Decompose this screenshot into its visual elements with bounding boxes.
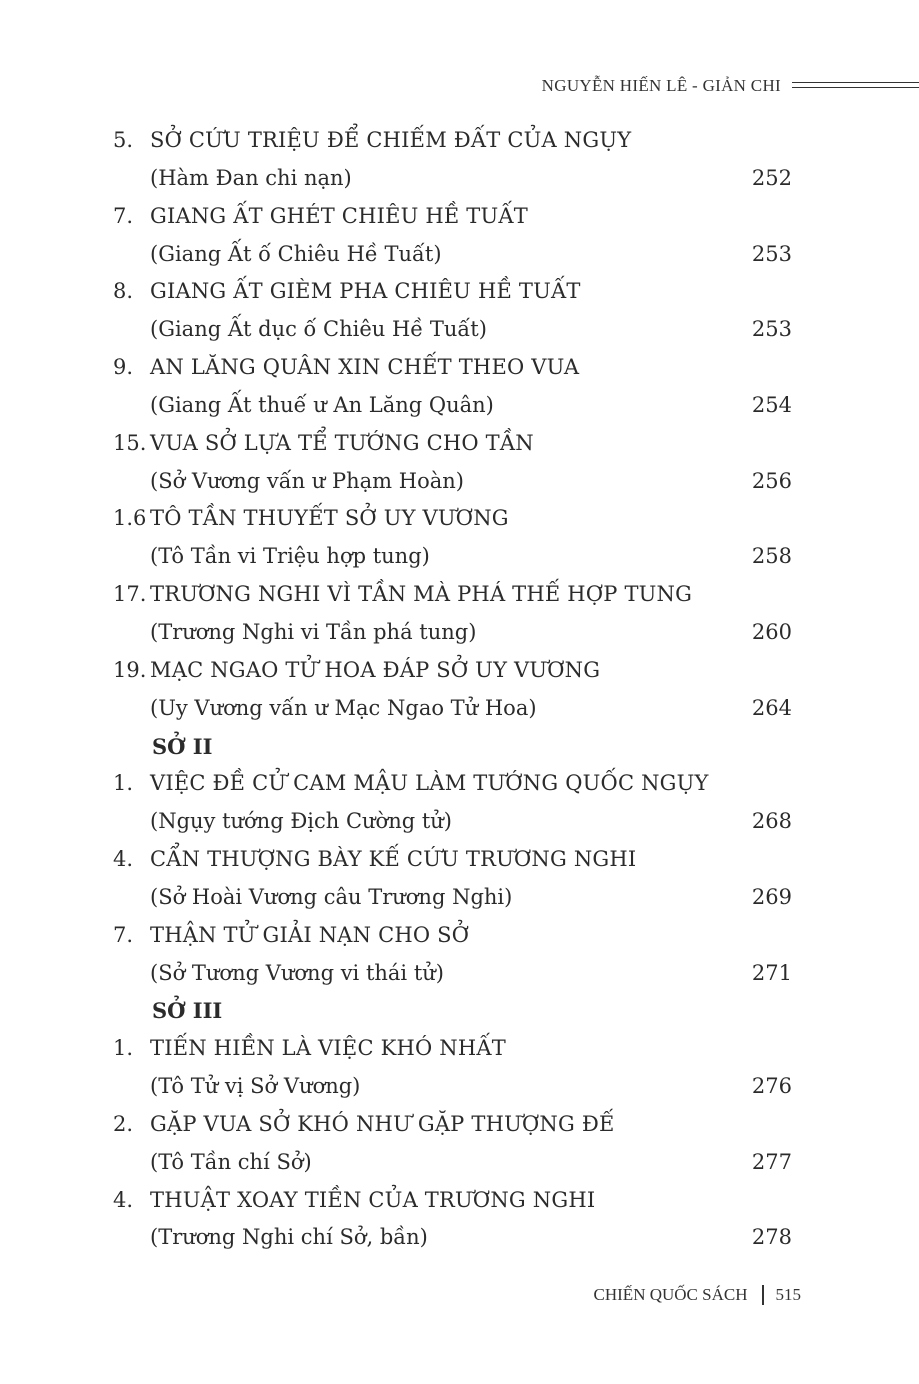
entry-page-number: 256: [751, 468, 792, 493]
footer-divider: [762, 1285, 764, 1305]
toc-entry-title-row: [0, 652, 919, 690]
section-label: SỞ II: [152, 733, 213, 759]
toc-entry-title-row: [0, 1106, 919, 1144]
entry-number: 19.: [113, 657, 147, 682]
entry-title: MẠC NGAO TỬ HOA ĐÁP SỞ UY VƯƠNG: [150, 657, 601, 682]
toc-entry-title-row: [0, 917, 919, 955]
entry-number: 4.: [113, 1187, 134, 1212]
toc-entry-subtitle-row: [0, 387, 919, 425]
entry-number: 15.: [113, 430, 147, 455]
running-footer: [594, 1282, 801, 1308]
toc-entry-title-row: [0, 425, 919, 463]
entry-page-number: 252: [751, 165, 792, 190]
entry-subtitle: (Hàm Đan chi nạn): [150, 165, 352, 190]
entry-page-number: 278: [751, 1225, 792, 1250]
entry-page-number: 276: [751, 1074, 792, 1099]
footer-page-number: 515: [775, 1285, 801, 1304]
toc-entry-subtitle-row: [0, 879, 919, 917]
entry-title: CẨN THƯỢNG BÀY KẾ CỨU TRƯƠNG NGHI: [150, 847, 637, 872]
entry-page-number: 264: [751, 695, 792, 720]
entry-title: TIẾN HIỀN LÀ VIỆC KHÓ NHẤT: [150, 1036, 506, 1061]
entry-number: 9.: [113, 355, 134, 380]
entry-page-number: 254: [751, 392, 792, 417]
toc-entry-title-row: [0, 500, 919, 538]
entry-title: THUẬT XOAY TIỀN CỦA TRƯƠNG NGHI: [150, 1187, 596, 1212]
toc-entry-title-row: [0, 1030, 919, 1068]
entry-subtitle: (Ngụy tướng Địch Cường tử): [150, 809, 452, 834]
entry-subtitle: (Trương Nghi chí Sở, bần): [150, 1225, 428, 1250]
toc-entry-subtitle-row: [0, 538, 919, 576]
toc-entry-subtitle-row: [0, 463, 919, 501]
toc-entry-subtitle-row: [0, 160, 919, 198]
entry-subtitle: (Tô Tử vị Sở Vương): [150, 1074, 361, 1099]
entry-page-number: 277: [751, 1149, 792, 1174]
section-label: SỞ III: [152, 998, 223, 1024]
entry-page-number: 268: [751, 809, 792, 834]
toc-entry-subtitle-row: [0, 311, 919, 349]
entry-title: TÔ TẦN THUYẾT SỞ UY VƯƠNG: [150, 506, 509, 531]
entry-subtitle: (Trương Nghi vi Tần phá tung): [150, 619, 477, 644]
toc-section-heading: [0, 992, 919, 1030]
entry-number: 17.: [113, 582, 147, 607]
entry-subtitle: (Sở Vương vấn ư Phạm Hoàn): [150, 468, 464, 493]
entry-title: GIANG ẤT GIÈM PHA CHIÊU HỀ TUẤT: [150, 279, 581, 304]
entry-title: SỞ CỨU TRIỆU ĐỂ CHIẾM ĐẤT CỦA NGỤY: [150, 128, 632, 152]
entry-subtitle: (Sở Tương Vương vi thái tử): [150, 960, 444, 985]
entry-page-number: 253: [751, 317, 792, 342]
entry-title: GẶP VUA SỞ KHÓ NHƯ GẶP THƯỢNG ĐẾ: [150, 1111, 615, 1136]
entry-number: 1.: [113, 771, 134, 796]
footer-book-title: CHIẾN QUỐC SÁCH: [593, 1285, 748, 1304]
running-title: NGUYỄN HIẾN LÊ - GIẢN CHI: [541, 76, 781, 95]
entry-subtitle: (Sở Hoài Vương câu Trương Nghi): [150, 884, 513, 909]
entry-subtitle: (Giang Ất dục ố Chiêu Hề Tuất): [150, 317, 487, 342]
entry-title: TRƯƠNG NGHI VÌ TẦN MÀ PHÁ THẾ HỢP TUNG: [150, 582, 693, 607]
toc-entry-subtitle-row: [0, 1144, 919, 1182]
header-rule-bottom: [792, 87, 919, 88]
toc-entry-subtitle-row: [0, 690, 919, 728]
entry-title: GIANG ẤT GHÉT CHIÊU HỀ TUẤT: [150, 203, 528, 228]
toc-entry-title-row: [0, 122, 919, 160]
toc-entry-title-row: [0, 765, 919, 803]
entry-number: 8.: [113, 279, 134, 304]
toc-entry-subtitle-row: [0, 614, 919, 652]
table-of-contents: [0, 122, 919, 1257]
entry-page-number: 271: [751, 960, 792, 985]
entry-title: VUA SỞ LỰA TỂ TƯỚNG CHO TẦN: [150, 430, 534, 455]
entry-page-number: 269: [751, 884, 792, 909]
toc-entry-title-row: [0, 1182, 919, 1220]
entry-subtitle: (Tô Tần vi Triệu hợp tung): [150, 544, 430, 569]
header-rule-top: [792, 82, 919, 83]
entry-subtitle: (Uy Vương vấn ư Mạc Ngao Tử Hoa): [150, 695, 537, 720]
entry-title: VIỆC ĐỀ CỬ CAM MẬU LÀM TƯỚNG QUỐC NGỤY: [150, 771, 709, 796]
entry-number: 4.: [113, 847, 134, 872]
entry-subtitle: (Giang Ất thuế ư An Lăng Quân): [150, 392, 494, 417]
entry-number: 7.: [113, 203, 134, 228]
entry-number: 1.: [113, 1036, 134, 1061]
toc-entry-subtitle-row: [0, 1219, 919, 1257]
running-header: [0, 74, 919, 100]
entry-page-number: 253: [751, 241, 792, 266]
toc-entry-title-row: [0, 841, 919, 879]
toc-entry-subtitle-row: [0, 955, 919, 993]
entry-number: 2.: [113, 1111, 134, 1136]
toc-entry-subtitle-row: [0, 236, 919, 274]
entry-subtitle: (Tô Tần chí Sở): [150, 1149, 312, 1174]
toc-section-heading: [0, 728, 919, 766]
entry-page-number: 260: [751, 619, 792, 644]
toc-entry-subtitle-row: [0, 1068, 919, 1106]
toc-entry-title-row: [0, 273, 919, 311]
entry-number: 1.6: [113, 506, 147, 531]
entry-subtitle: (Giang Ất ố Chiêu Hề Tuất): [150, 241, 442, 266]
entry-number: 7.: [113, 922, 134, 947]
entry-number: 5.: [113, 128, 134, 152]
toc-entry-title-row: [0, 349, 919, 387]
entry-title: AN LĂNG QUÂN XIN CHẾT THEO VUA: [150, 355, 580, 380]
entry-page-number: 258: [751, 544, 792, 569]
toc-entry-title-row: [0, 198, 919, 236]
toc-entry-title-row: [0, 576, 919, 614]
toc-entry-subtitle-row: [0, 803, 919, 841]
entry-title: THẬN TỬ GIẢI NẠN CHO SỞ: [150, 922, 470, 947]
